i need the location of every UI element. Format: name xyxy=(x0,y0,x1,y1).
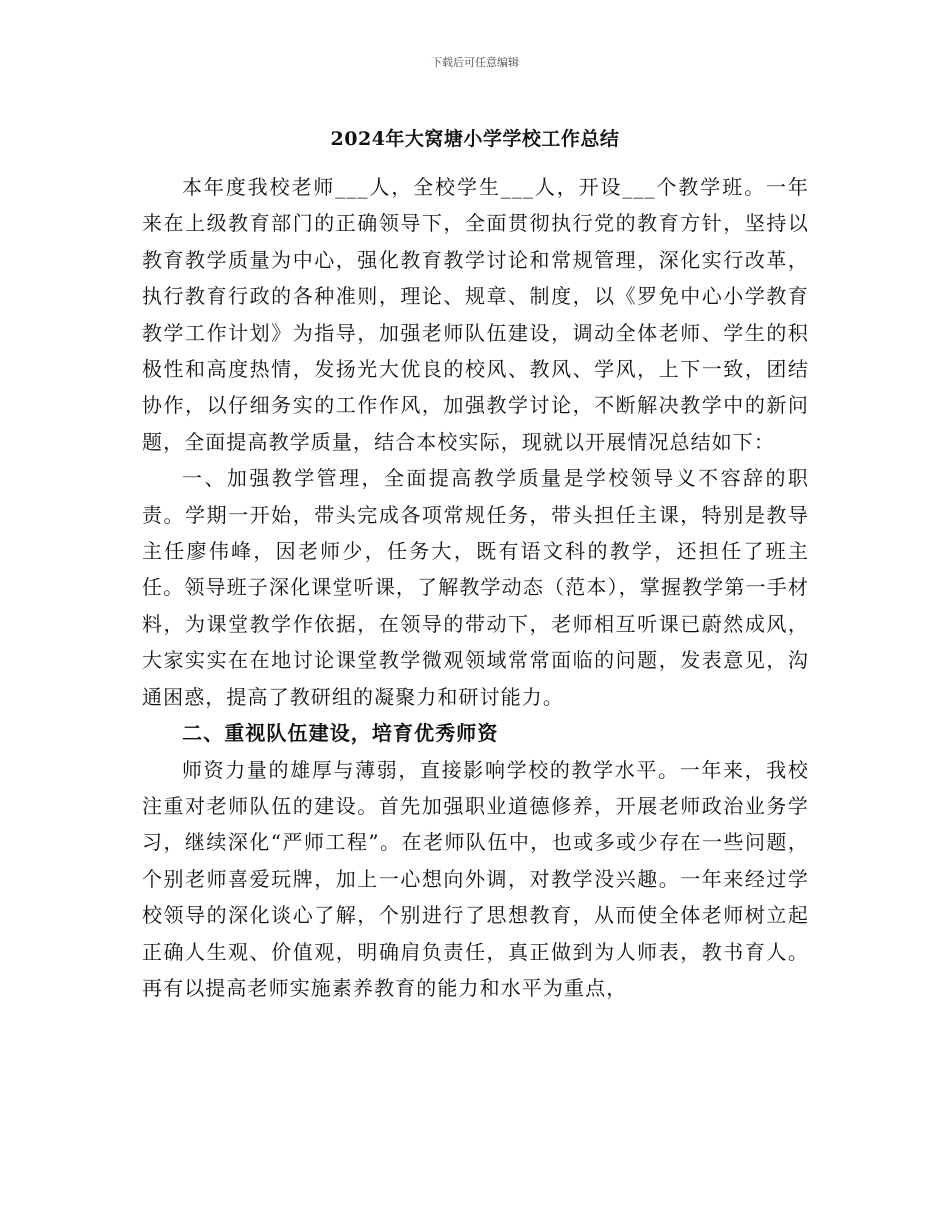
section-1-paragraph: 一、加强教学管理，全面提高教学质量是学校领导义不容辞的职责。学期一开始，带头完成各项常规任务，带头担任主课，特别是教导主任廖伟峰，因老师少，任务大，既有语文科的教学，还担任了班主任。领导班子深化课堂听课，了解教学动态（范本），掌握教学第一手材料，为课堂教学作依据，在领导的带动下，老师相互听课已蔚然成风，大家实实在在地讨论课堂教学微观领域常常面临的问题，发表意见，沟通困惑，提高了教研组的凝聚力和研讨能力。 xyxy=(142,466,809,709)
document-title: 2024年大窝塘小学学校工作总结 xyxy=(330,128,620,150)
section-2-paragraph: 师资力量的雄厚与薄弱，直接影响学校的教学水平。一年来，我校注重对老师队伍的建设。首先加强职业道德修养，开展老师政治业务学习，继续深化“严师工程”。在老师队伍中，也或多或少存在一些问题，个别老师喜爱玩牌，加上一心想向外调，对教学没兴趣。一年来经过学校领导的深化谈心了解，个别进行了思想教育，从而使全体老师树立起正确人生观、价值观，明确肩负责任，真正做到为人师表，教书育人。再有以提高老师实施素养教育的能力和水平为重点， xyxy=(142,757,809,1000)
page-header: 下载后可任意编辑 xyxy=(431,56,519,69)
document-body xyxy=(142,169,809,1006)
intro-paragraph: 本年度我校老师___人，全校学生___人，开设___个教学班。一年来在上级教育部门的正确领导下，全面贯彻执行党的教育方针，坚持以教育教学质量为中心，强化教育教学讨论和常规管理，深化实行改革，执行教育行政的各种准则，理论、规章、制度，以《罗免中心小学教育教学工作计划》为指导，加强老师队伍建设，调动全体老师、学生的积极性和高度热情，发扬光大优良的校风、教风、学风，上下一致，团结协作，以仔细务实的工作作风，加强教学讨论，不断解决教学中的新问题，全面提高教学质量，结合本校实际，现就以开展情况总结如下： xyxy=(142,175,809,454)
section-2-heading: 二、重视队伍建设，培育优秀师资 xyxy=(182,721,499,746)
